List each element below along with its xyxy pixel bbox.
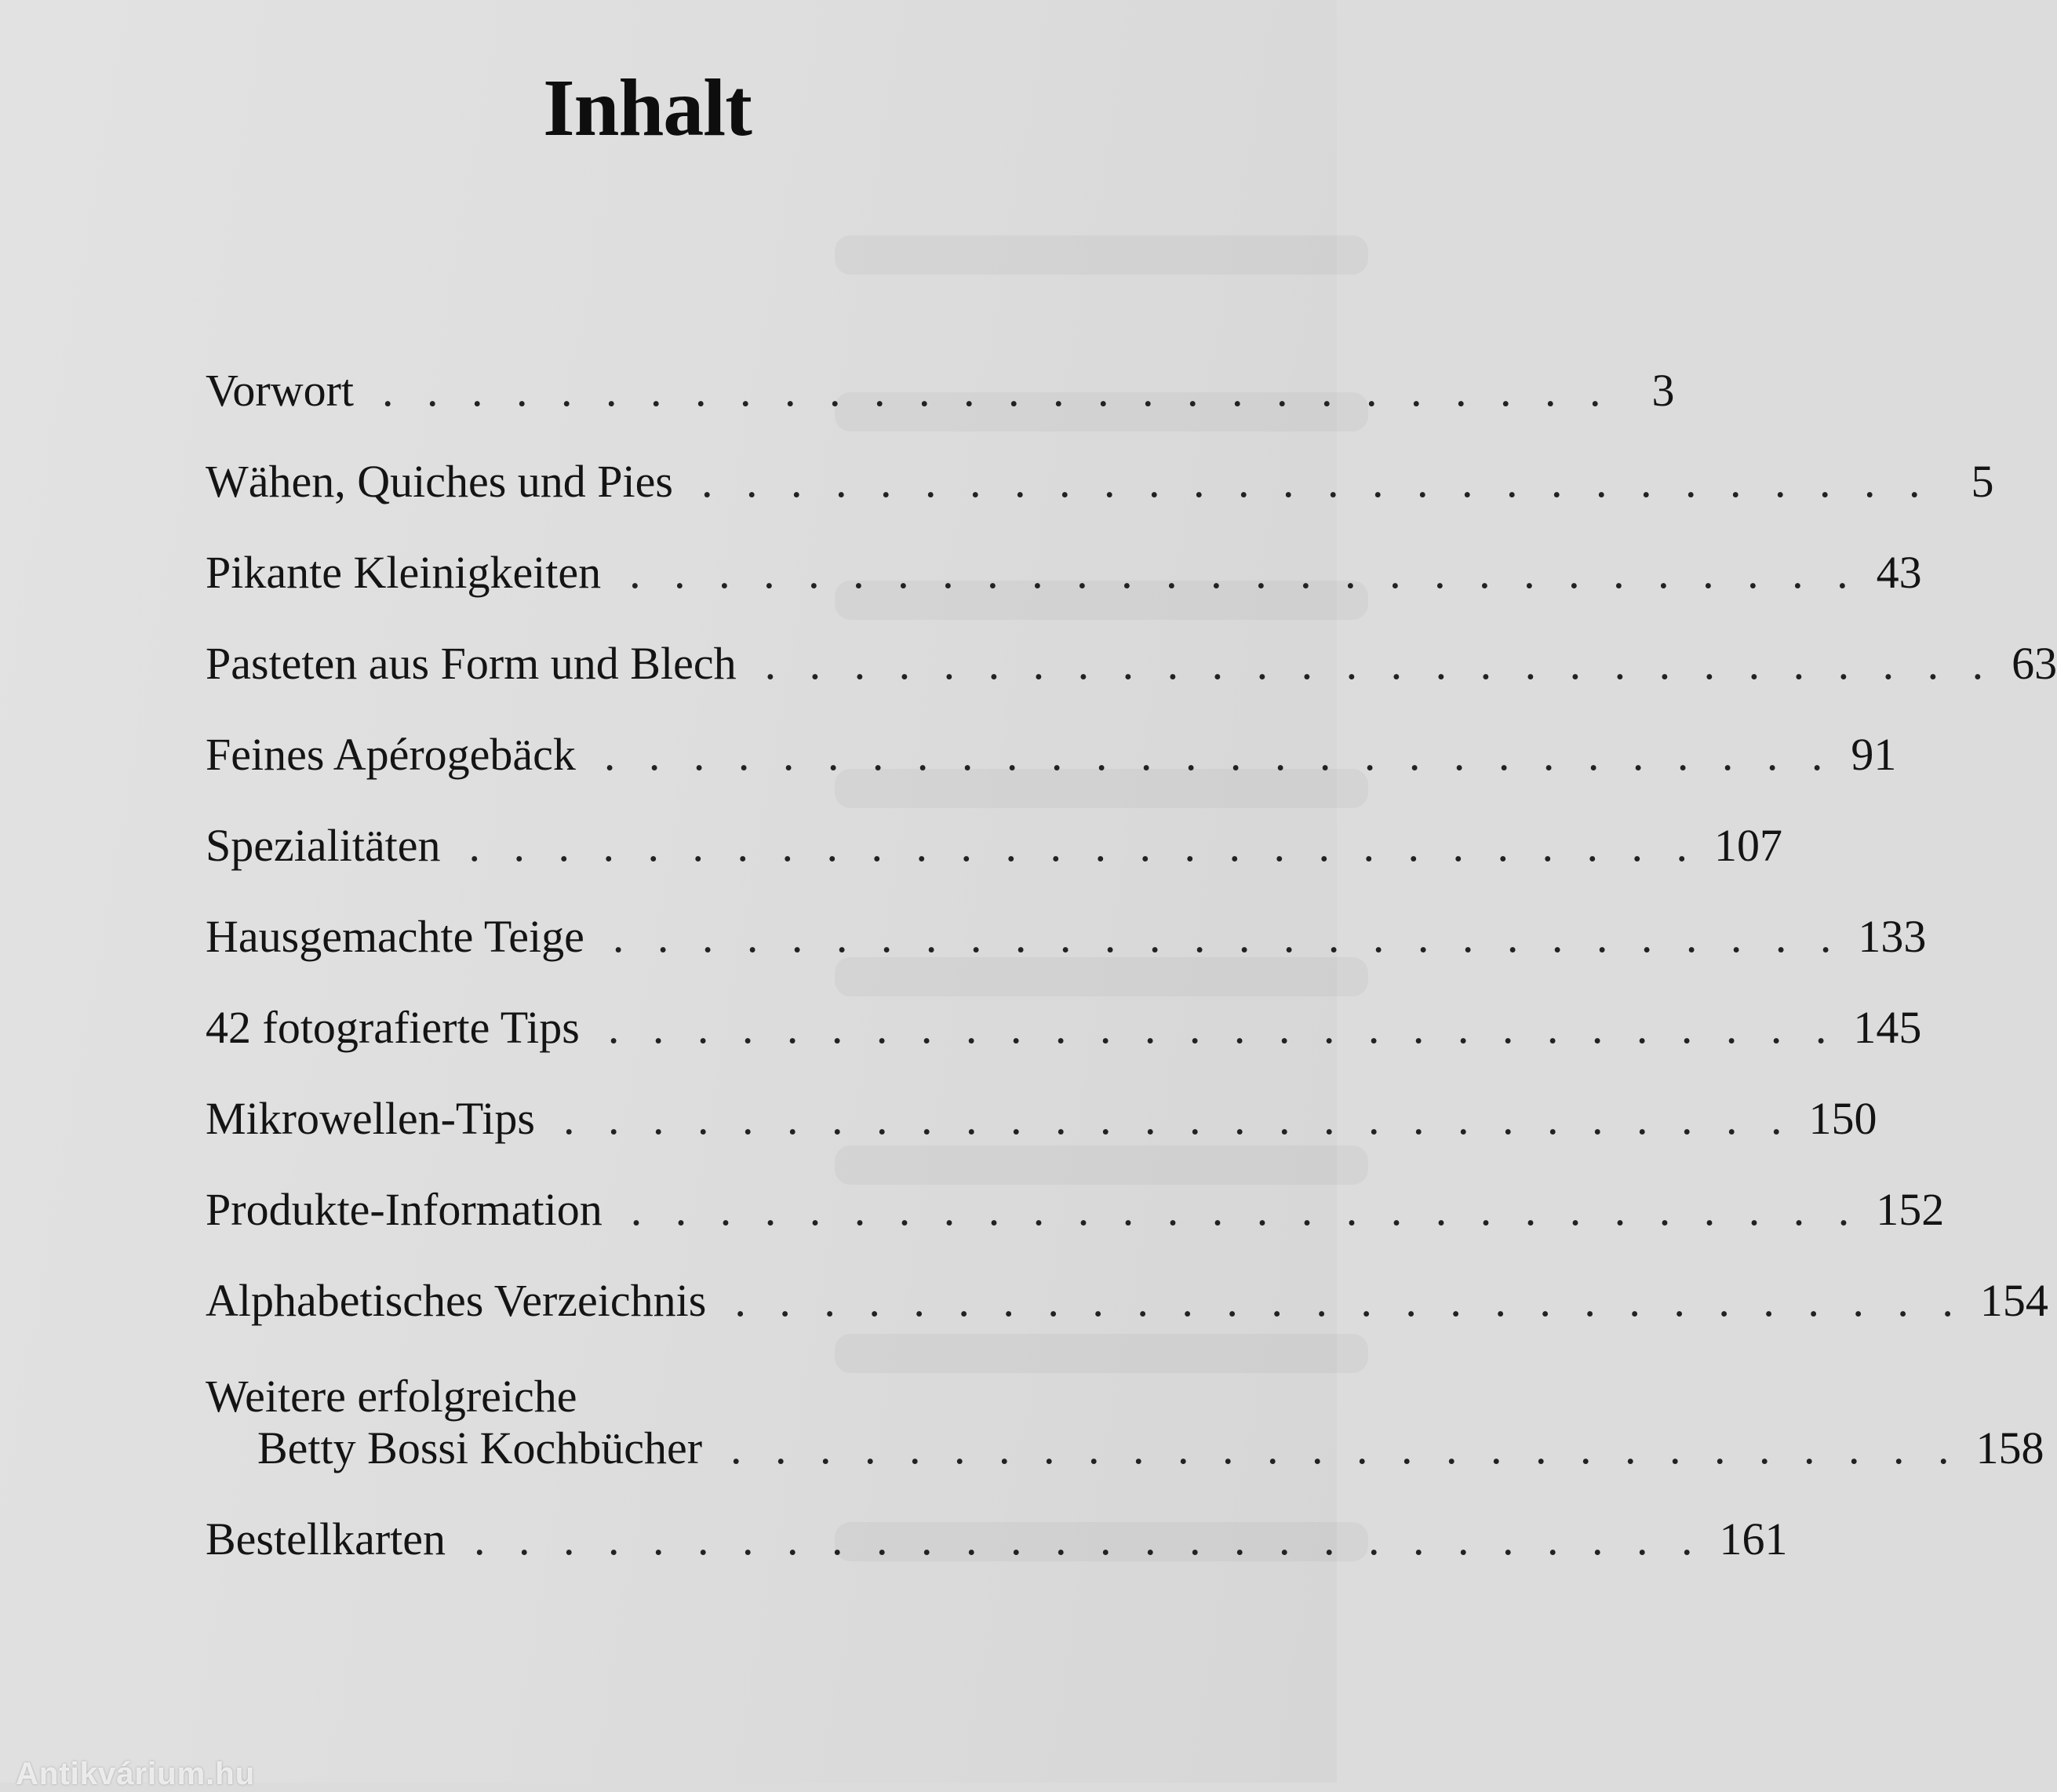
leader-dots: . . . . . . . . . . . . . . . . . . . . . . . . . . . . (468, 820, 1699, 871)
toc-entry[interactable] (206, 599, 2057, 690)
toc-entry-label: Pikante Kleinigkeiten (206, 547, 602, 598)
table-of-contents (206, 326, 2057, 1565)
leader-dots: . . . . . . . . . . . . . . . . . . . . . . . . . . . . (734, 1275, 1964, 1326)
toc-entry-page: 152 (1876, 1184, 1945, 1235)
toc-entry-label: 42 fotografierte Tips (206, 1002, 580, 1053)
toc-entry-continuation (206, 1422, 2044, 1474)
toc-entry[interactable] (206, 963, 1922, 1054)
toc-entry-page: 5 (1971, 456, 1994, 507)
watermark: Antikvárium.hu (16, 1757, 256, 1791)
toc-entry-label: Bestellkarten (206, 1513, 446, 1564)
toc-entry-label: Spezialitäten (206, 820, 441, 871)
toc-entry-page: 161 (1719, 1513, 1788, 1564)
toc-entry[interactable] (206, 1474, 1788, 1565)
toc-entry-label-line2: Betty Bossi Kochbücher (257, 1422, 703, 1473)
toc-entry-label: Hausgemachte Teige (206, 911, 584, 962)
toc-entry-label: Mikrowellen-Tips (206, 1093, 535, 1144)
toc-entry[interactable] (206, 508, 1922, 599)
toc-entry-page: 107 (1714, 820, 1783, 871)
toc-entry-page: 43 (1876, 547, 1922, 598)
leader-dots: . . . . . . . . . . . . . . . . . . . . . . . . . . . . (764, 638, 1995, 689)
leader-dots: . . . . . . . . . . . . . . . . . . . . . . . . . . . . (382, 365, 1612, 416)
toc-entry-label: Vorwort (206, 365, 355, 416)
leader-dots: . . . . . . . . . . . . . . . . . . . . . . . . . . . . (563, 1093, 1793, 1144)
toc-entry-label: Feines Apérogebäck (206, 729, 576, 780)
toc-entry-page: 3 (1651, 365, 1675, 416)
leader-dots: . . . . . . . . . . . . . . . . . . . . . . . . . . . . (701, 456, 1931, 507)
toc-entry-page: 150 (1808, 1093, 1877, 1144)
toc-entry[interactable] (206, 326, 1675, 417)
toc-entry-page: 145 (1853, 1002, 1922, 1053)
leader-dots: . . . . . . . . . . . . . . . . . . . . . . . . . . . . (603, 729, 1834, 780)
toc-entry[interactable] (206, 1327, 2044, 1474)
toc-entry-page: 154 (1979, 1275, 2048, 1326)
leader-dots: . . . . . . . . . . . . . . . . . . . . . . . . . . . . (630, 1184, 1861, 1235)
toc-entry-page: 63 (2011, 638, 2057, 689)
toc-entry[interactable] (206, 781, 1783, 872)
leader-dots: . . . . . . . . . . . . . . . . . . . . . . . . . . . . (474, 1513, 1704, 1564)
toc-entry-label: Pasteten aus Form und Blech (206, 638, 737, 689)
page-title: Inhalt (543, 63, 752, 153)
toc-entry-page: 91 (1851, 729, 1897, 780)
toc-entry[interactable] (206, 1145, 1945, 1236)
toc-entry-page: 133 (1858, 911, 1927, 962)
leader-dots: . . . . . . . . . . . . . . . . . . . . . . . . . . . . (730, 1422, 1961, 1473)
leader-dots: . . . . . . . . . . . . . . . . . . . . . . . . . . . . (612, 911, 1843, 962)
leader-dots: . . . . . . . . . . . . . . . . . . . . . . . . . . . . (629, 547, 1859, 598)
toc-entry-label: Alphabetisches Verzeichnis (206, 1275, 707, 1326)
toc-entry-label: Wähen, Quiches und Pies (206, 456, 673, 507)
show-through-text (835, 235, 1368, 275)
toc-entry-label: Weitere erfolgreiche (206, 1371, 577, 1422)
toc-entry[interactable] (206, 872, 1927, 963)
toc-entry[interactable] (206, 690, 1897, 781)
toc-entry[interactable] (206, 417, 1994, 508)
toc-entry-label: Produkte-Information (206, 1184, 603, 1235)
toc-entry-page: 158 (1975, 1422, 2044, 1473)
toc-entry[interactable] (206, 1054, 1877, 1145)
toc-entry[interactable] (206, 1236, 2048, 1327)
leader-dots: . . . . . . . . . . . . . . . . . . . . . . . . . . . . (607, 1002, 1838, 1053)
